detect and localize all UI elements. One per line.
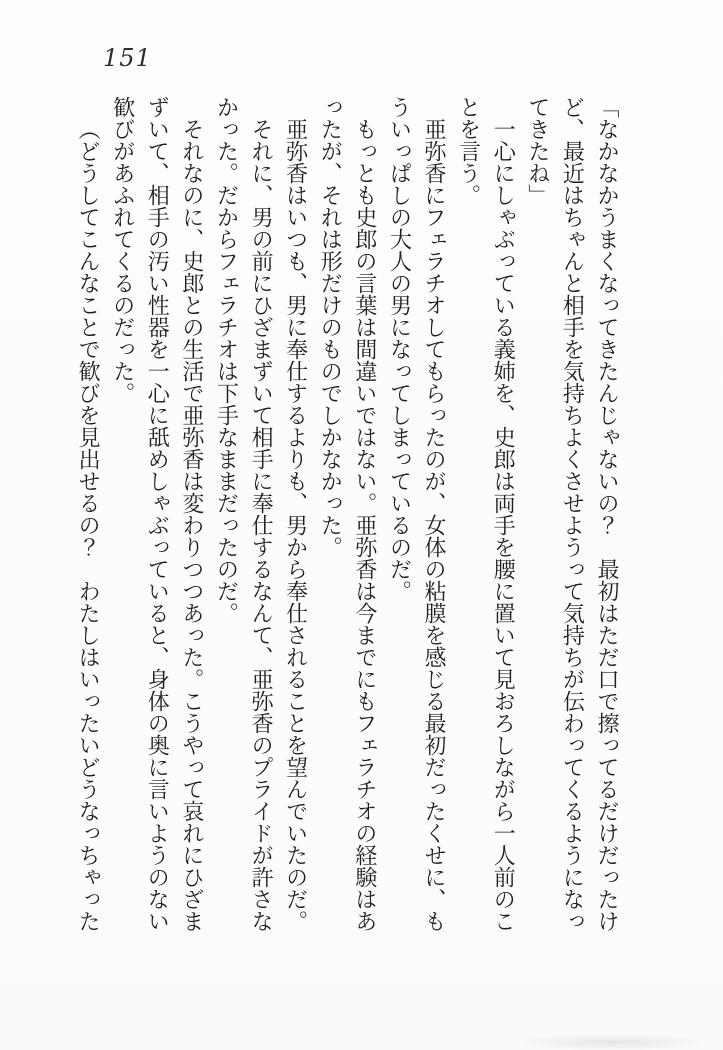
paragraph: 亜弥香にフェラチオしてもらったのが、女体の粘膜を感じる最初だったくせに、もういっぱしの大人の男になってしまっているのだ。 (387, 96, 448, 932)
page-number: 151 (103, 44, 152, 72)
vertical-text-block (71, 96, 625, 934)
paragraph: 「なかなかうまくなってきたんじゃないの？ 最初はただ口で擦ってるだけだったけど、最近はちゃんと相手を気持ちよくさせようって気持ちが伝わってくるようになってきたね」 (525, 96, 620, 932)
paragraph: それに、男の前にひざまずいて相手に奉仕するなんて、亜弥香のプライドが許さなかった。だからフェラチオは下手なままだったのだ。 (214, 96, 275, 932)
paragraph: もっとも史郎の言葉は間違いではない。亜弥香は今までにもフェラチオの経験はあったが、それは形だけのものでしかなかった。 (318, 96, 378, 932)
paragraph: それなのに、史郎との生活で亜弥香は変わりつつあった。こうやって哀れにひざまずいて、相手の汚い性器を一心に舐めしゃぶっていると、身体の奥に言いようのない歓びがあふれてくるのだった。 (110, 96, 205, 932)
paragraph: 亜弥香はいつも、男に奉仕するよりも、男から奉仕されることを望んでいたのだ。 (283, 118, 309, 932)
paragraph: （どうしてこんなことで歓びを見出せるの？ わたしはいったいどうなっちゃった (76, 118, 102, 932)
scan-smudge (523, 1034, 703, 1050)
paragraph: 一心にしゃぶっている義姉を、史郎は両手を腰に置いて見おろしながら一人前のことを言う。 (456, 96, 517, 932)
